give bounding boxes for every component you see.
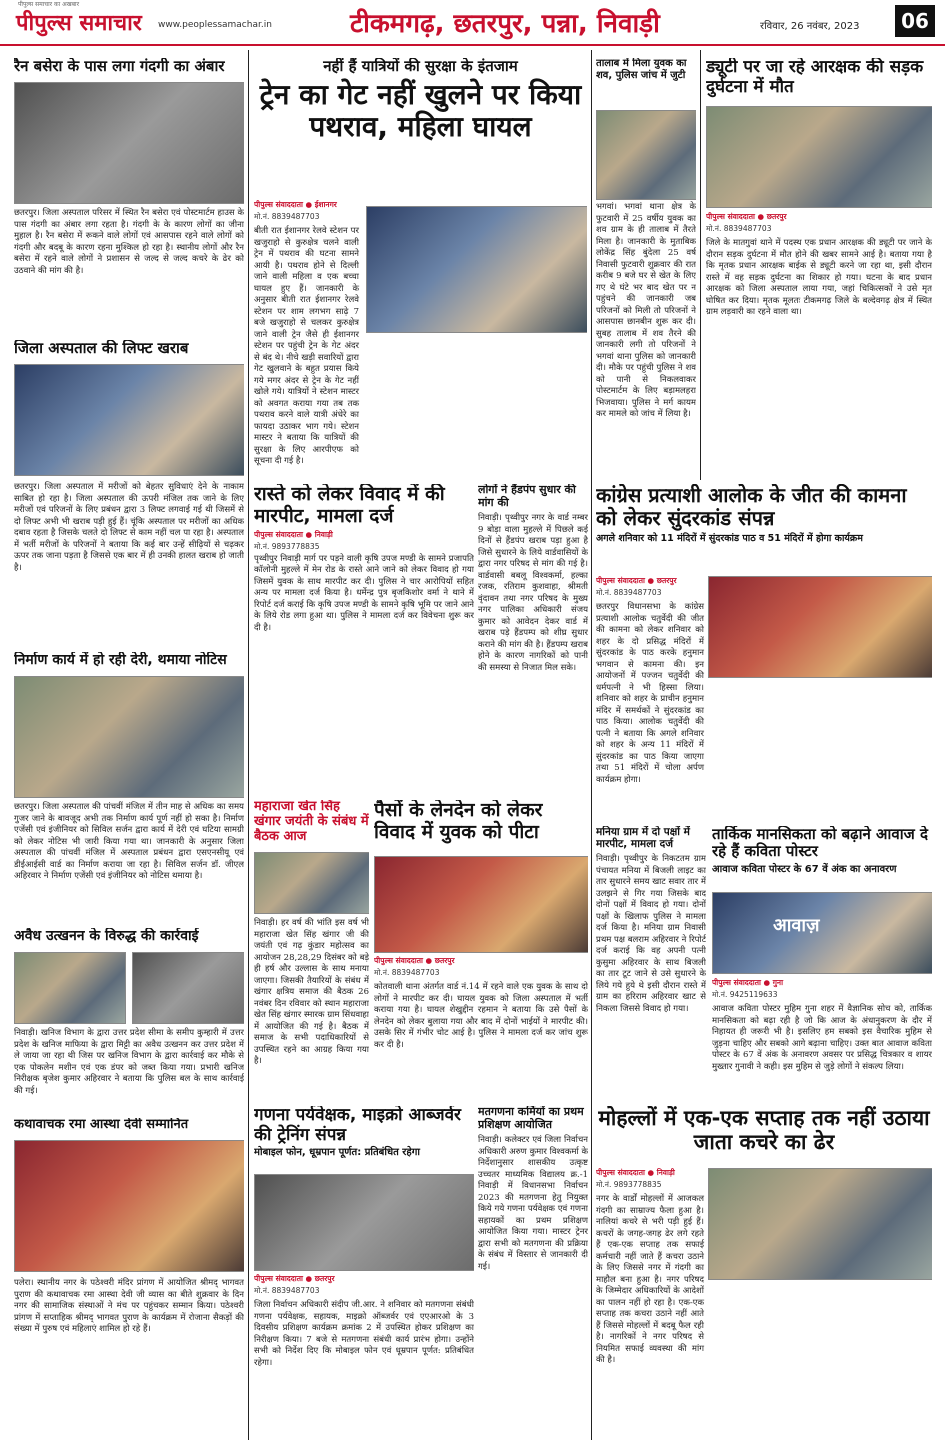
article-construction-notice [14,652,244,920]
article-counting-training [254,1106,474,1440]
article-body: निवाड़ी। हर वर्ष की भांति इस वर्ष भी महाराजा खेत सिंह खंगार जी की जयंती एवं गढ़ कुंडार महोत्सव का आयोजन 28,28,29 दिसंबर को बड़े ही हर्ष और उल्लास के साथ मनाया जाएगा। जिसकी तैयारियों के संबंध में खंगार क्षत्रिय समाज की बैठक 26 नवंबर दिन रविवार को स्थान महाराजा खेत सिंह खंगार स्मारक ग्राम सिंधवाहा में आयोजित की गई है। बैठक में समाज के सभी पदाधिकारियों से उपस्थित रहने का आग्रह किया गया है। [254,918,369,1066]
newspaper-logo: पीपुल्स समाचार [16,11,142,36]
page-number: 06 [895,5,935,37]
headline: ड्यूटी पर जा रहे आरक्षक की सड़क दुर्घटना में मौत [706,58,924,97]
column-rule [248,50,249,1440]
article-road-dispute [254,484,474,794]
article-body: निवाड़ी। पृथ्वीपुर नगर के वार्ड नम्बर 9 बोड़ा वाला मुहल्ले में पिछले कई दिनों से हैंडपंप खराब पड़ा हुआ है जिसे सुधारने के लिये वार्डवासियों के द्वारा नगर परिषद से मांग की गई है। वार्डवासी बबलू विश्वकर्मा, हल्का रजक, रतिराम कुशवाहा, श्रीमती वृंदावन तथा नगर परिषद के मुख्य नगर पालिका अधिकारी संजय कुमार को आवेदन देकर वार्ड में खराब पड़े हैंडपम्प को शीघ्र सुधार कराने की मांग की है। हैंडपम्प खराब होने के कारण नागरिकों को पानी की समस्या से निजात मिल सके। [478,513,588,673]
photo-poster-launch [712,892,932,974]
section-title: टीकमगढ़, छतरपुर, पन्ना, निवाड़ी [350,9,660,39]
photo-training-hall [254,1174,474,1271]
headline: मनिया ग्राम में दो पक्षों में मारपीट, मामला दर्ज [596,826,690,851]
byline: पीपुल्स संवाददाता ● गुना [712,978,784,987]
article-katha-vachak [14,1118,244,1440]
column-rule [591,50,592,1440]
article-body: पृथ्वीपुर निवाड़ी मार्ग पर पड़ने वाली कृषि उपज मण्डी के सामने प्रजापति कॉलोनी मुहल्ले में मेन रोड के रास्ते आने जाने को लेकर विवाद हो गया जिसमें युवक के साथ मारपीट कर दी। पुलिस ने चार आरोपियों सहित अन्य पर मामला दर्ज किया है। धर्मेन्द्र पुत्र बृजकिशोर वर्मा ने थाने में रिपोर्ट दर्ज कराई कि कृषि उपज मण्डी के सामने कृषि भूमि पर जाने आने के लिये रोड लगा हुआ था। पुलिस ने मामला दर्ज कर विवेचना शुरू कर दी है। [254,553,474,633]
article-maniya-fight [596,826,706,1100]
mobile-number: मो.नं. 8839487703 [374,968,440,977]
headline: मोहल्लों में एक-एक सप्ताह तक नहीं उठाया जाता कचरे का ढेर [598,1106,930,1155]
article-counting-staff [478,1106,588,1440]
article-body: निवाड़ी। खनिज विभाग के द्वारा उत्तर प्रदेश सीमा के समीप कुम्हारी में उत्तर प्रदेश के खनिज माफिया के द्वारा मिट्टी का अवैध उत्खनन कर उत्तर प्रदेश में ले जाया जा रहा थी जिस पर खनिज विभाग के द्वारा कार्रवाई कर मौके से एक पोकलेन मशीन एवं एक डंपर को जब्त किया गया। प्रभारी खनिज निरीक्षक बृजेश कुमार अहिरवार ने बताया कि पुलिस बल के साथ कार्रवाई की गई। [14,1028,244,1096]
mobile-number: मो.नं. 9893778835 [254,541,320,551]
photo-garbage-lane [708,1168,932,1280]
photo-fort [254,852,369,914]
headline: पैसों के लेनदेन को लेकर विवाद में युवक को पीटा [374,800,543,843]
photo-construction [14,676,244,798]
poster-text: आवाज़ [773,915,820,936]
article-body: कोतवाली थाना अंतर्गत वार्ड नं.14 में रहने वाले एक युवक के साथ दो लोगों ने मारपीट कर दी। घायल युवक को जिला अस्पताल में भर्ती कराया गया है। घायल शेखुद्दीन रहमान ने बताया कि उसे पैसों के लेनदेन को लेकर बुलाया गया और बाद में दोनों भाईयों ने मारपीट की। उसके सिर में गंभीर चोट आई है। पुलिस ने मामला दर्ज कर जांच शुरू कर दी है। [374,982,588,1050]
article-body: जिले के मातगुवां थाने में पदस्थ एक प्रधान आरक्षक की ड्यूटी पर जाने के दौरान सड़क दुर्घटना में मौत होने की खबर सामने आई है। बताया गया है कि मृतक प्रधान आरक्षक बाईक से ड्यूटी करने जा रहा था, इसी दौरान रास्ते में वह सड़क दुर्घटना का शिकार हो गया। घटना के बाद प्रधान आरक्षक को जिला अस्पताल लाया गया, जहां चिकित्सकों ने उसे मृत घोषित कर दिया। मृतक मूलतः टीकमगढ़ जिले के बल्देवगढ़ क्षेत्र में स्थित ग्राम लड़वारी का रहने वाला था। [706,238,932,317]
photo-truck [14,952,126,1024]
issue-date: रविवार, 26 नवंबर, 2023 [760,21,860,32]
mobile-number: मो.नं. 8839487703 [254,212,320,221]
byline: पीपुल्स संवाददाता ● छतरपुर [374,956,455,965]
headline: जिला अस्पताल की लिफ्ट खराब [14,340,189,357]
article-body: छतरपुर। जिला अस्पताल में मरीजों को बेहतर सुविधाएं देने के नाकाम साबित हो रहा है। जिला अस्पताल की ऊपरी मंजिल तक जाने के लिए मरीजों एवं परिजनों के लिए प्रबंधन द्वारा 3 लिफ्ट लगवाई गई थी जिसमें से दो लिफ्ट अभी भी खराब पड़ी हुई हैं। चूंकि अस्पताल पर मरीजों का अधिक दबाव रहता है जिसके चलते दो लिफ्ट से काम नहीं चल पा रहा है। अस्पताल में भर्ती मरीजों के परिजनों ने बताया कि कई बार उन्हें सीढ़ियों से चढ़कर ऊपर तक जाना पड़ता है जिससे एक बार में ही उनकी हालत खराब हो जाती है। [14,482,244,573]
mobile-number: मो.नं. 8839487703 [706,224,772,233]
headline: रैन बसेरा के पास लगा गंदगी का अंबार [14,58,225,75]
mobile-number: मो.नं. 9425119633 [712,990,778,999]
photo-pond [596,110,696,200]
byline: पीपुल्स संवाददाता ● छतरपुर [706,212,787,221]
photo-hospital-patient [374,856,588,953]
article-body: छतरपुर। जिला अस्पताल परिसर में स्थित रैन बसेरा एवं पोस्टमार्टम हाउस के पास गंदगी का अंबार लगा रहता है। गंदगी के के कारण लोगों का जीना मुहाल है। रैन बसेरा में रूकने वाले लोगों एवं आसपास रहने वाले लोगों को गंदगी और बदबू के कारण रहना मुश्किल हो रहा है। स्थानीय लोगों और रैन बसेरा में रहने वाले लोगों ने प्रशासन से जल्द से जल्द कचरे के ढेर को उठवाने की मांग की है। [14,208,244,276]
article-body: छतरपुर विधानसभा के कांग्रेस प्रत्याशी आलोक चतुर्वेदी की जीत की कामना को लेकर शनिवार को शहर के दो प्रसिद्ध मंदिरों में सुंदरकांड के पाठ करके हनुमान भगवान से कामना की। इन आयोजनों में पज्जन चतुर्वेदी की धर्मपत्नी ने भी हिस्सा लिया। शनिवार को शहर के प्राचीन हनुमान मंदिर में समर्थकों ने सुंदरकांड का पाठ किया। आलोक चतुर्वेदी की पत्नी ने बताया कि अगले शनिवार को शहर के अन्य 11 मंदिरों में सुंदरकांड का पाठ किया जाएगा तथा 51 मंदिरों में चोला अर्पण कार्यक्रम होगा। [596,602,704,785]
article-pond-body [596,58,696,478]
article-illegal-mining [14,928,244,1108]
headline: तालाब में मिला युवक का शव, पुलिस जांच में जुटी [596,58,687,81]
mobile-number: मो.नं. 9893778835 [596,1180,662,1189]
subheadline: अगले शनिवार को 11 मंदिरों में सुंदरकांड पाठ व 51 मंदिरों में होगा कार्यक्रम [596,533,863,544]
photo-ceremony [14,1140,244,1272]
article-body: निवाड़ी। पृथ्वीपुर के निकटतम ग्राम पंचायत मनिया में बिजली लाइट का तार सुधारने समय खाट सवार तार में उलझने से गिर गया जिसके बाद दोनों पक्षों में विवाद हो गया। दोनों पक्षों के खिलाफ पुलिस ने मामला दर्ज किया है। मनिया ग्राम निवासी प्रथम पक्ष बलराम अहिरवार ने रिपोर्ट दर्ज कराई कि वह अपनी पत्नी कुसुमा अहिरवार के साथ बिजली का तार टूट जाने से उसे सुधारने के लिये गये हुये थे इसी दौरान रास्ते में ग्राम का हरिराम अहिरवार खाट से निकला जिससे विवाद हो गया। [596,854,706,1014]
article-body: भगवां। भगवां थाना क्षेत्र के फुटवारी में 25 वर्षीय युवक का शव ग्राम के ही तालाब में तैरते मिला है। जानकारी के मुताबिक लोकेंद्र सिंह बुंदेला 25 वर्ष निवासी फुटवारी शुक्रवार की रात करीब 9 बजे घर से खेत के लिए गए थे घंटे भर बाद खेत पर न पहुंचने की जानकारी जब परिजनों को मिली तो परिजनों ने आसपास छानबीन शुरू कर दी। सुबह तालाब में शव तैरने की जानकारी लगी तो परिजनों ने भगवां थाना पुलिस को जानकारी दी। मौके पर पहुंची पुलिस ने शव को पानी से निकलवाकर पोस्टमार्टम के लिए बड़ामलहरा भिजवाया। पुलिस ने मर्ग कायम कर मामले को जांच में लिया है। [596,202,696,419]
photo-garbage [14,82,244,204]
byline: पीपुल्स संवाददाता ● निवाड़ी [254,529,333,539]
article-khet-singh [254,800,369,1100]
column-rule [700,50,701,480]
byline: पीपुल्स संवाददाता ● छतरपुर [596,576,677,585]
headline: कांग्रेस प्रत्याशी आलोक के जीत की कामना को लेकर सुंदरकांड संपन्न [596,484,907,530]
article-poem-poster [712,826,932,1100]
mobile-number: मो.नं. 8839487703 [254,1286,320,1295]
headline: महाराजा खेत सिंह खंगार जयंती के संबंध में बैठक आज [254,800,369,844]
byline: पीपुल्स संवाददाता ● छतरपुर [254,1274,335,1283]
article-money-dispute [374,800,588,1100]
subheadline: आवाज कविता पोस्टर के 67 वें अंक का अनावरण [712,863,897,875]
article-body: निवाड़ी। कलेक्टर एवं जिला निर्वाचन अधिकारी अरुण कुमार विश्वकर्मा के निर्देशानुसार शासकीय उत्कृष्ट उच्चतर माध्यमिक विद्यालय क्र.-1 निवाड़ी में विधानसभा निर्वाचन 2023 की मतगणना हेतु नियुक्त किये गये गणना पर्यवेक्षक एवं गणना सहायकों का प्रथम प्रशिक्षण आयोजित किया गया। मास्टर ट्रेनर द्वारा सभी को मतगणना की प्रक्रिया के संबंध में विस्तार से जानकारी दी गई। [478,1135,588,1272]
headline: गणना पर्यवेक्षक, माइक्रो आब्जर्वर की ट्रेनिंग संपन्न [254,1106,461,1145]
headline: मतगणना कर्मियों का प्रथम प्रशिक्षण आयोजित [478,1106,584,1131]
article-hospital-lift [14,340,244,640]
article-constable-accident [706,58,932,478]
headline: तार्किक मानसिकता को बढ़ाने आवाज दे रहे हैं कविता पोस्टर [712,826,928,861]
article-garbage-weekly [596,1106,932,1440]
article-handpump [478,484,588,794]
article-body: छतरपुर। जिला अस्पताल की पांचवीं मंजिल में तीन माह से अधिक का समय गुजर जाने के बावजूद अभी तक निर्माण कार्य पूर्ण नहीं हो सका है। निर्माण एजेंसी एवं इंजीनियर को सिविल सर्जन द्वारा कार्य में देरी एवं घटिया सामग्री को लेकर नोटिस भी जारी किया गया था। जानकारी के अनुसार जिला अस्पताल की पांचवीं मंजिल में अस्पताल प्रबंधन द्वारा एसएनसीयू एवं डीईआईसी वार्ड का निर्माण कराया जा रहा है। सिविल सर्जन डॉ. जीएल अहिरवार ने निर्माण एजेंसी एवं इंजीनियर को नोटिस थमाया है। [14,802,244,881]
headline: रास्ते को लेकर विवाद में की मारपीट, मामला दर्ज [254,484,445,527]
article-body: जिला निर्वाचन अधिकारी संदीप जी.आर. ने शनिवार को मतगणना संबंधी गणना पर्यवेक्षक, सहायक, माइक्रो ऑब्जर्वर एवं एएआरओ के 3 दिवसीय प्रशिक्षण कार्यक्रम क्रमांक 2 में उपस्थित होकर प्रशिक्षण का निरीक्षण किया। 7 बजे से मतगणना संबंधी कार्य प्रारंभ होगा। उन्होंने सभी को निर्देश दिए कि मोबाइल फोन एवं धूम्रपान पूर्णत: प्रतिबंधित रहेगा। [254,1300,474,1368]
headline: निर्माण कार्य में हो रही देरी, थमाया नोटिस [14,652,227,668]
photo-police [706,106,932,208]
article-rain-basera [14,58,244,328]
article-train-stone-pelting [254,58,587,478]
headline: लोगों ने हैंडपंप सुधार की मांग की [478,484,576,509]
mobile-number: मो.नं. 8839487703 [596,588,662,597]
article-body: पलेरा। स्थानीय नगर के पठेश्वरी मंदिर प्रांगण में आयोजित श्रीमद् भागवत पुराण की कथावाचक रमा आस्था देवी जी व्यास का बीते शुक्रवार के दिन नगर की सामाजिक संस्थाओं ने मंच पर पहुंचकर सम्मान किया। पठेश्वरी प्रांगण में सप्ताहिक श्रीमद् भागवत पुराण के कार्यक्रम में रोजाना सैकड़ों की संख्या में पुरुष एवं महिलाएं शामिल हो रहे हैं। [14,1278,244,1334]
kicker: नहीं हैं यात्रियों की सुरक्षा के इंतजाम [323,58,518,75]
photo-injured-woman [366,206,587,333]
logo-tagline: पीपुल्स समाचार का अखबार [18,1,80,8]
article-body: आवाज कविता पोस्टर मुहिम गुना शहर में वैज्ञानिक सोच को, तार्किक मानसिकता को बढ़ा रही है जो कि आज के अंधानुकरण के दौर में निहायत ही जरूरी भी है। इसलिए हम सबको इस वैचारिक मुहिम से जुड़ना चाहिए और सबको आगे बढ़ाना चाहिए। उक्त बात आवाज कविता पोस्टर के 67 वें अंक के अनावरण अवसर पर प्रसिद्ध चित्रकार व शायर मुख्तार गुनावी ने कही। इस मुहिम से जुड़े लोगों ने संकल्प लिया। [712,1004,932,1072]
photo-sunderkand [708,576,932,678]
article-sunderkand [596,484,932,820]
photo-lift [14,364,244,476]
byline: पीपुल्स संवाददाता ● निवाड़ी [596,1168,675,1177]
subheadline: मोबाइल फोन, धूम्रपान पूर्णत: प्रतिबंधित रहेगा [254,1147,420,1159]
byline: पीपुल्स संवाददाता ● ईशानगर [254,200,337,209]
website-url: www.peoplessamachar.in [158,20,272,30]
masthead [0,0,945,46]
photo-machine [132,952,244,1024]
article-body: नगर के वार्डों मोहल्लों में आजकल गंदगी का साम्राज्य फैला हुआ है। नालियां कचरे से भरी पड़ी हुई हैं। कचरों के जगह-जगह ढेर लगे रहते हैं एक-एक सप्ताह तक सफाई कर्मचारी नहीं जाते हैं कचरा उठाने के लिए जिससे नगर में गंदगी का माहौल बना हुआ है। नगर परिषद के जिम्मेदार अधिकारियों के आदेशों का पालन नहीं हो रहा है। एक-एक सप्ताह तक कचरा उठाने नहीं आते हैं जिससे मोहल्लों में बदबू फैल रही है। नागरिकों ने नगर परिषद से नियमित सफाई व्यवस्था की मांग की है। [596,1194,704,1365]
article-body: बीती रात ईशानगर रेलवे स्टेशन पर खजुराहो से कुरुक्षेत्र चलने वाली ट्रेन में पथराव की घटना सामने आयी है। पथराव होने से दिल्ली जाने वाली महिला व एक बच्चा घायल हुए हैं। जानकारी के अनुसार बीती रात ईशानगर रेलवे स्टेशन पर शाम लगभग साढ़े 7 बजे खजुराहो से चलकर कुरुक्षेत्र जाने वाली ट्रेन जैसे ही ईशानगर स्टेशन पर पहुंची ट्रेन के गेट अंदर से बंद थे। नीचे खड़ी सवारियों द्वारा गेट खुलवाने के बहुत प्रयास किये गये मगर अंदर से ट्रेन के गेट नहीं खोले गये। यात्रियों ने स्टेशन मास्टर को अवगत कराया गया तब तक पथराव करने वाले यात्री अंधेरे का फायदा उठाकर भाग गये। स्टेशन मास्टर ने बताया कि यात्रियों की सुरक्षा के लिए आरपीएफ को सूचना दी गई है। [254,226,359,466]
headline: अवैध उत्खनन के विरुद्ध की कार्रवाई [14,928,199,944]
headline: ट्रेन का गेट नहीं खुलने पर किया पथराव, महिला घायल [259,78,582,144]
headline: कथावाचक रमा आस्था देवी सम्मानित [14,1118,189,1132]
